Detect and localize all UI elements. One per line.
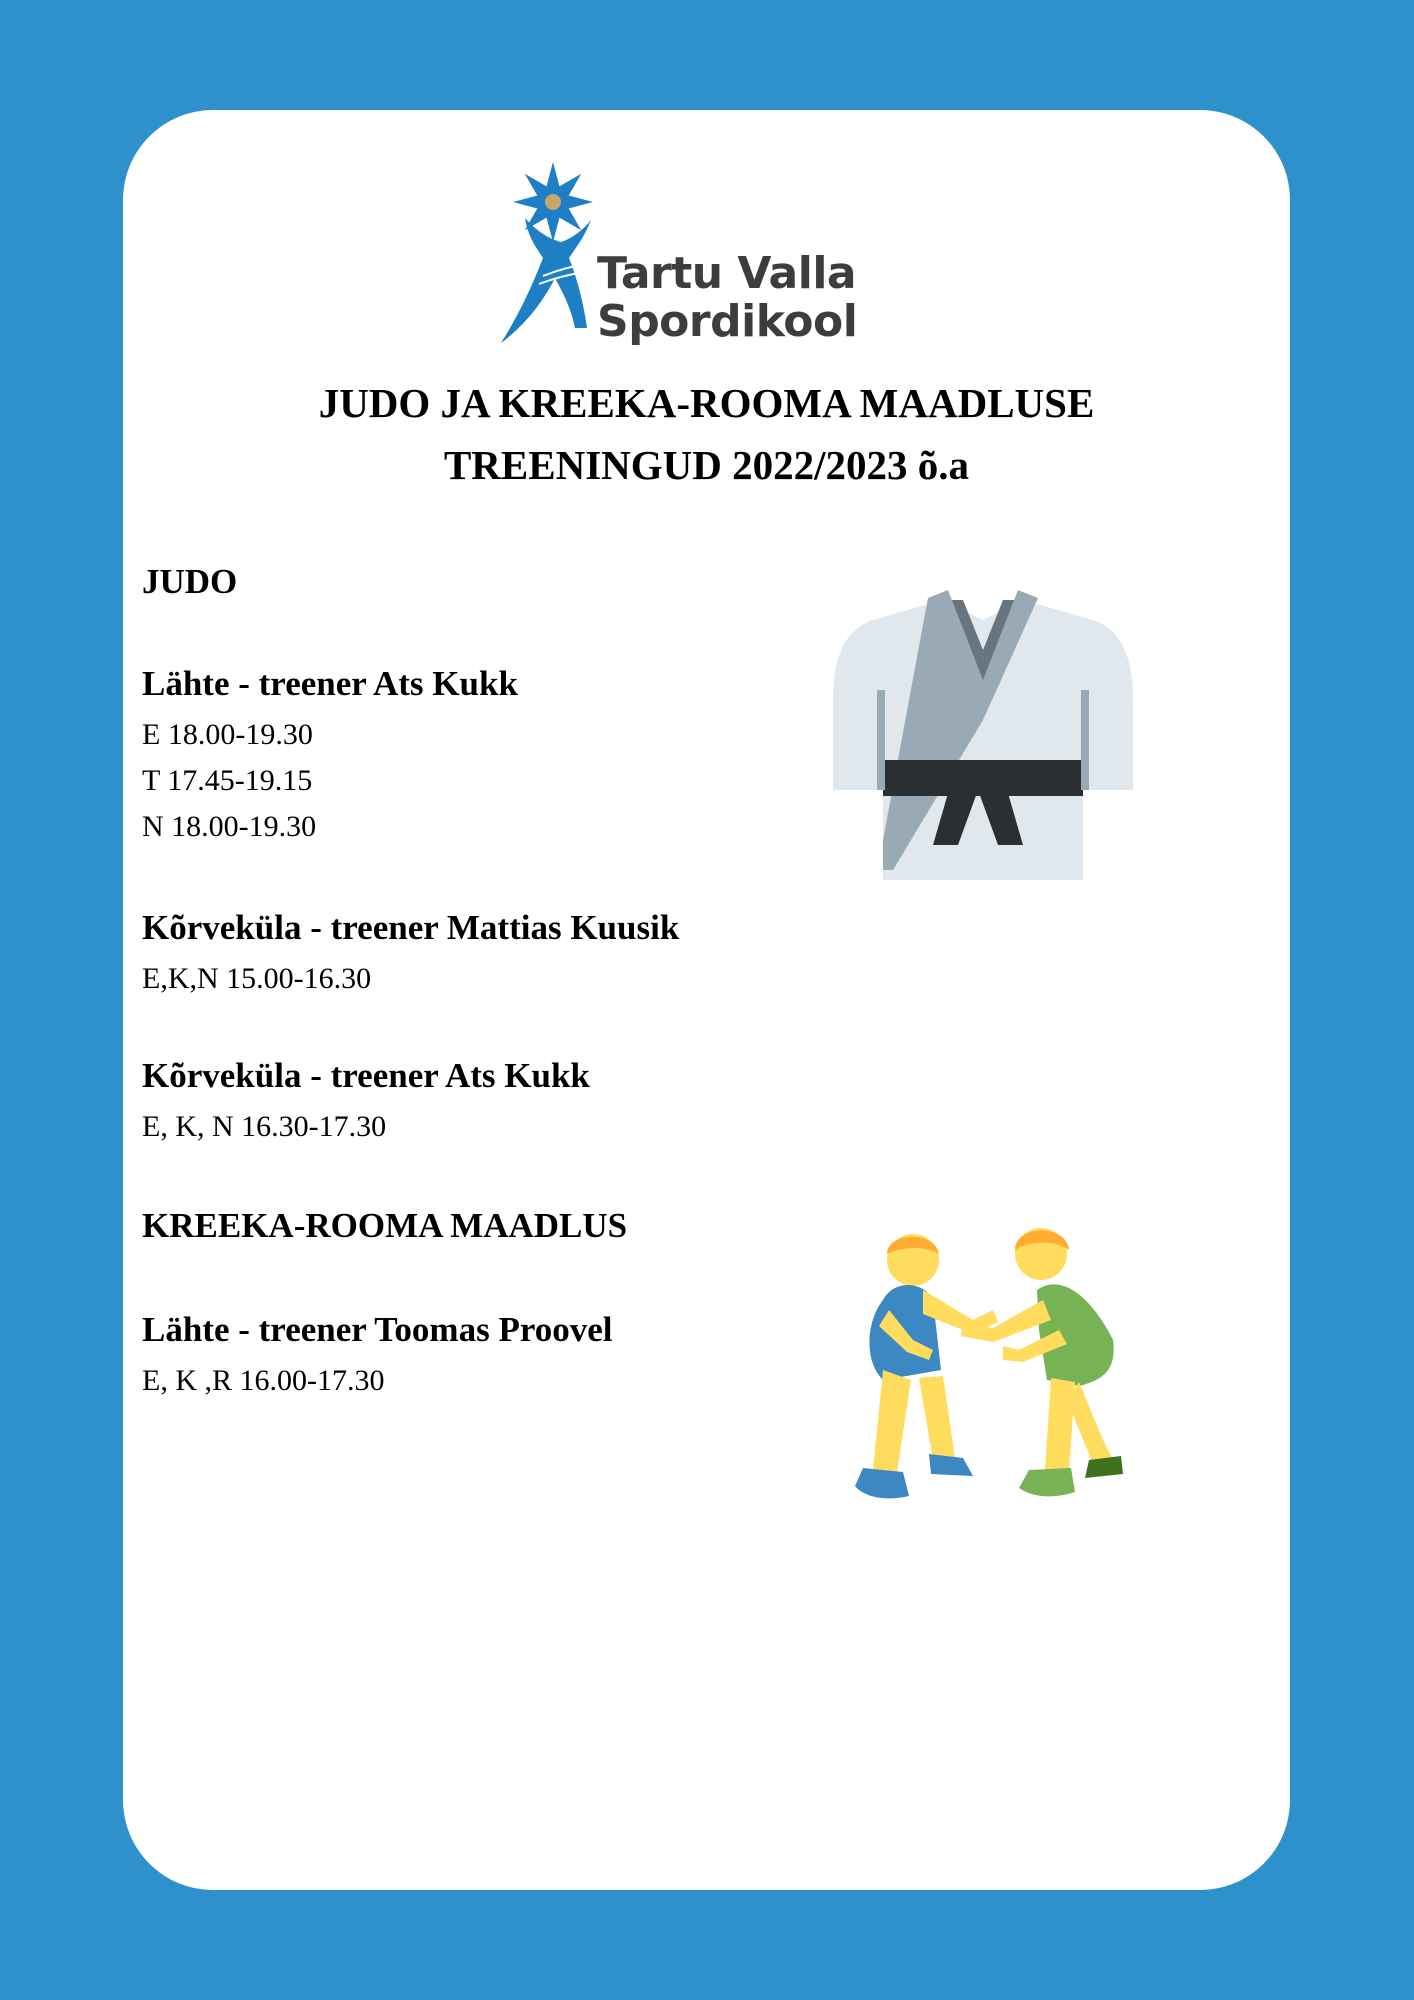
judo-group-1-location: Lähte - treener Ats Kukk — [142, 664, 518, 703]
wrestlers-icon — [823, 1210, 1143, 1530]
time-row: E 18.00-19.30 — [142, 718, 313, 751]
judo-group-3-times — [142, 1104, 386, 1150]
time-row: E,K,N 15.00-16.30 — [142, 962, 372, 995]
logo-line-2: Spordikool — [597, 296, 858, 347]
logo-text — [597, 250, 857, 346]
judo-heading: JUDO — [142, 562, 238, 601]
judo-group-2-location: Kõrveküla - treener Mattias Kuusik — [142, 908, 680, 947]
judo-group-1-times — [142, 712, 316, 850]
schedule-card — [123, 110, 1290, 1890]
flower-icon — [513, 162, 593, 242]
time-row: N 18.00-19.30 — [142, 810, 317, 843]
wrestling-group-1-times — [142, 1358, 385, 1404]
judo-group-2-times — [142, 956, 371, 1002]
time-row: T 17.45-19.15 — [142, 764, 313, 797]
time-row: E, K ,R 16.00-17.30 — [142, 1364, 385, 1397]
title-line-2: TREENINGUD 2022/2023 õ.a — [443, 442, 970, 488]
wrestling-group-1-location: Lähte - treener Toomas Proovel — [142, 1310, 613, 1349]
page-title — [123, 372, 1290, 496]
judo-group-3-location: Kõrveküla - treener Ats Kukk — [142, 1056, 590, 1095]
logo-line-1: Tartu Valla — [597, 248, 857, 299]
wrestling-heading: KREEKA-ROOMA MAADLUS — [142, 1206, 628, 1245]
judo-gi-icon — [833, 580, 1133, 900]
time-row: E, K, N 16.30-17.30 — [142, 1110, 387, 1143]
title-line-1: JUDO JA KREEKA-ROOMA MAADLUSE — [318, 380, 1095, 426]
